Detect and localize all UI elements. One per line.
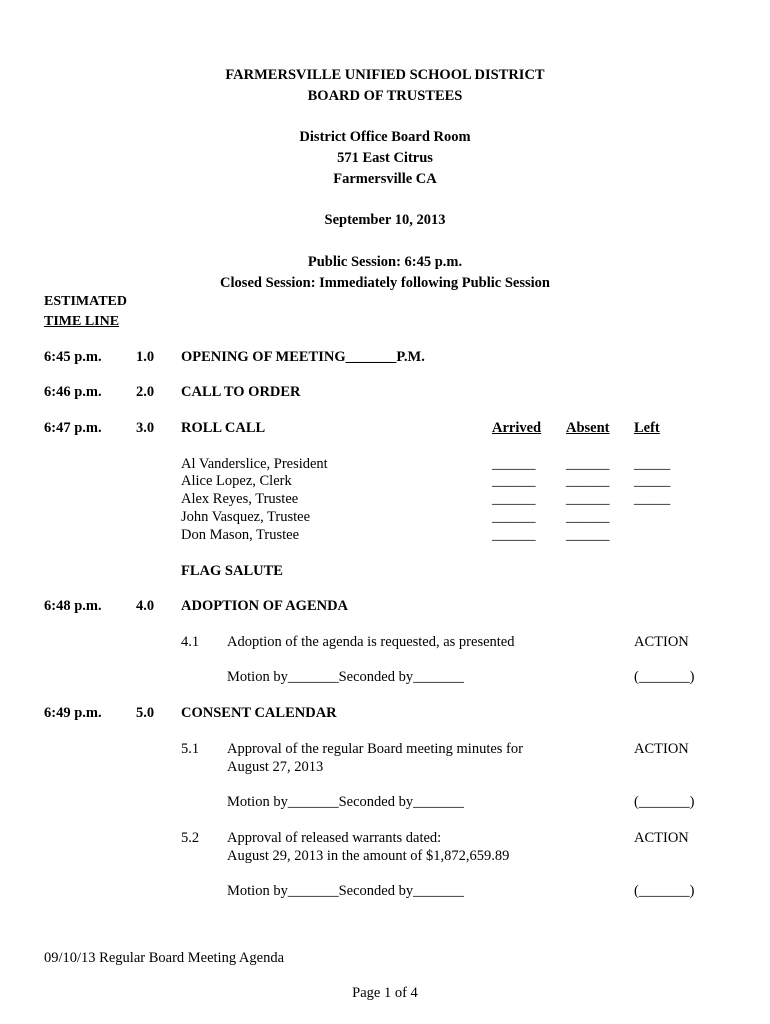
- member-name: Al Vanderslice, President: [181, 456, 328, 472]
- flag-salute: FLAG SALUTE: [181, 563, 283, 579]
- timeline-label-1: ESTIMATED: [44, 294, 127, 309]
- subitem-number: 5.1: [181, 741, 200, 757]
- item-number: 5.0: [136, 705, 155, 721]
- member-name: Alice Lopez, Clerk: [181, 473, 292, 489]
- subitem-action: ACTION: [634, 634, 689, 650]
- footer-label: 09/10/13 Regular Board Meeting Agenda: [44, 950, 285, 966]
- member-arrived-blank: ______: [492, 456, 536, 472]
- item-time: 6:49 p.m.: [44, 705, 102, 721]
- roll-header-arrived: Arrived: [492, 420, 542, 436]
- item-time: 6:45 p.m.: [44, 349, 102, 365]
- subitem-text: Adoption of the agenda is requested, as presented: [227, 634, 515, 650]
- public-session: Public Session: 6:45 p.m.: [307, 254, 463, 270]
- item-number: 2.0: [136, 384, 155, 400]
- item-time: 6:46 p.m.: [44, 384, 102, 400]
- item-number: 4.0: [136, 598, 155, 614]
- motion-line: Motion by_______Seconded by_______: [227, 883, 464, 899]
- motion-line: Motion by_______Seconded by_______: [227, 669, 464, 685]
- vote-blank: (_______): [634, 794, 695, 810]
- subitem-action: ACTION: [634, 830, 689, 846]
- member-absent-blank: ______: [566, 456, 610, 472]
- member-arrived-blank: ______: [492, 509, 536, 525]
- item-number: 1.0: [136, 349, 155, 365]
- member-left-blank: _____: [634, 456, 671, 472]
- district-title: FARMERSVILLE UNIFIED SCHOOL DISTRICT: [225, 67, 545, 83]
- board-title: BOARD OF TRUSTEES: [307, 88, 463, 104]
- member-name: Don Mason, Trustee: [181, 527, 300, 543]
- location-name: District Office Board Room: [299, 129, 471, 145]
- subitem-text-2: August 27, 2013: [227, 759, 324, 775]
- item-title: ADOPTION OF AGENDA: [181, 598, 349, 614]
- meeting-date: September 10, 2013: [324, 212, 446, 228]
- item-time: 6:47 p.m.: [44, 420, 102, 436]
- motion-line: Motion by_______Seconded by_______: [227, 794, 464, 810]
- member-arrived-blank: ______: [492, 527, 536, 543]
- roll-header-left: Left: [634, 420, 660, 436]
- subitem-number: 5.2: [181, 830, 200, 846]
- member-name: John Vasquez, Trustee: [181, 509, 311, 525]
- item-time: 6:48 p.m.: [44, 598, 102, 614]
- member-name: Alex Reyes, Trustee: [181, 491, 299, 507]
- member-absent-blank: ______: [566, 509, 610, 525]
- item-title: OPENING OF MEETING_______P.M.: [181, 349, 425, 365]
- member-left-blank: _____: [634, 491, 671, 507]
- item-title: CONSENT CALENDAR: [181, 705, 337, 721]
- timeline-label-2: TIME LINE: [44, 314, 120, 329]
- vote-blank: (_______): [634, 883, 695, 899]
- subitem-action: ACTION: [634, 741, 689, 757]
- vote-blank: (_______): [634, 669, 695, 685]
- item-title: ROLL CALL: [181, 420, 266, 436]
- member-absent-blank: ______: [566, 491, 610, 507]
- subitem-text-2: August 29, 2013 in the amount of $1,872,659.89: [227, 848, 510, 864]
- member-arrived-blank: ______: [492, 491, 536, 507]
- subitem-number: 4.1: [181, 634, 200, 650]
- member-arrived-blank: ______: [492, 473, 536, 489]
- location-street: 571 East Citrus: [337, 150, 433, 166]
- member-absent-blank: ______: [566, 527, 610, 543]
- page-number: Page 1 of 4: [352, 985, 418, 1001]
- item-title: CALL TO ORDER: [181, 384, 301, 400]
- item-number: 3.0: [136, 420, 155, 436]
- subitem-text: Approval of released warrants dated:: [227, 830, 442, 846]
- member-absent-blank: ______: [566, 473, 610, 489]
- roll-header-absent: Absent: [566, 420, 610, 436]
- subitem-text: Approval of the regular Board meeting minutes for: [227, 741, 523, 757]
- location-city: Farmersville CA: [333, 171, 437, 187]
- member-left-blank: _____: [634, 473, 671, 489]
- closed-session: Closed Session: Immediately following Public Session: [220, 275, 550, 291]
